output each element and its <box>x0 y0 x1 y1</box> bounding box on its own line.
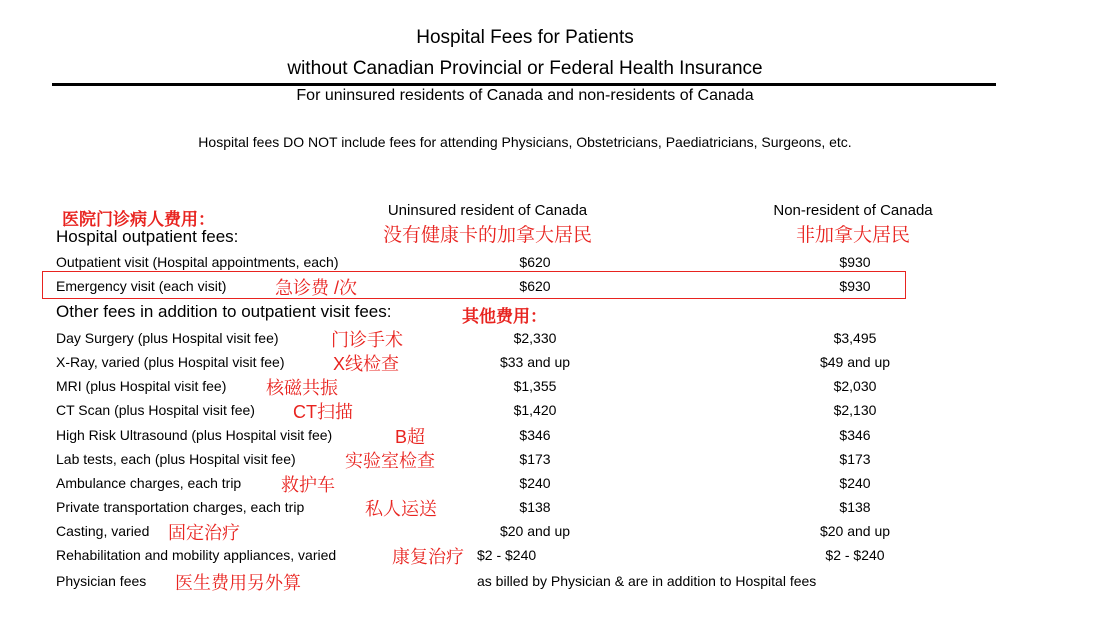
document-title: Hospital Fees for Patients <box>416 27 634 48</box>
fees-disclaimer: Hospital fees DO NOT include fees for attending Physicians, Obstetricians, Paediatricians, Surgeons, etc. <box>198 134 852 150</box>
fee-row-label: Ambulance charges, each trip <box>56 475 242 491</box>
fee-row-uninsured-value: $138 <box>519 499 551 515</box>
other-fees-heading: Other fees in addition to outpatient visit fees: <box>56 302 392 321</box>
fee-row-uninsured-value: $173 <box>519 451 551 467</box>
physician-fees-label: Physician fees <box>56 573 147 589</box>
fee-row-label: X-Ray, varied (plus Hospital visit fee) <box>56 354 285 370</box>
title-divider <box>52 83 996 86</box>
fee-row-label: Day Surgery (plus Hospital visit fee) <box>56 330 279 346</box>
column-header-uninsured: Uninsured resident of Canada <box>387 202 588 219</box>
fee-row-uninsured-value: $240 <box>519 475 551 491</box>
fee-row-label: CT Scan (plus Hospital visit fee) <box>56 402 255 418</box>
column-header-non-resident: Non-resident of Canada <box>773 202 933 219</box>
fee-row-non-resident-value: $930 <box>839 254 871 270</box>
fee-row-label: Emergency visit (each visit) <box>56 278 227 294</box>
fee-row-annotation: 私人运送 <box>365 499 437 519</box>
outpatient-heading: Hospital outpatient fees: <box>56 227 239 246</box>
fee-row-non-resident-value: $49 and up <box>819 354 891 370</box>
fee-row-non-resident-value: $930 <box>839 278 871 294</box>
fee-row-annotation: 实验室检查 <box>345 451 435 471</box>
physician-fees-annotation: 医生费用另外算 <box>175 573 301 593</box>
fee-row-uninsured-value: $620 <box>519 278 551 294</box>
fee-row-label: MRI (plus Hospital visit fee) <box>56 378 227 394</box>
fee-row-uninsured-value: $346 <box>519 427 551 443</box>
fee-row-uninsured-value: $20 and up <box>499 523 571 539</box>
fee-row-uninsured-value: $2,330 <box>513 330 557 346</box>
fee-row-annotation: 康复治疗 <box>392 547 464 567</box>
column-header-uninsured-annotation: 没有健康卡的加拿大居民 <box>382 225 592 246</box>
fee-row-uninsured-value: $33 and up <box>499 354 571 370</box>
other-fees-annotation: 其他费用： <box>462 307 547 326</box>
fee-row-label: Casting, varied <box>56 523 150 539</box>
fee-row-non-resident-value: $138 <box>839 499 871 515</box>
fee-row-label: Rehabilitation and mobility appliances, varied <box>56 547 337 563</box>
fee-row-uninsured-value: $2 - $240 <box>477 547 537 563</box>
fee-row-annotation: 救护车 <box>281 475 335 495</box>
document-subtitle: For uninsured residents of Canada and non-residents of Canada <box>296 87 754 104</box>
fee-row-annotation: 急诊费 /次 <box>275 278 358 298</box>
outpatient-annotation: 医院门诊病人费用： <box>62 210 215 229</box>
fee-row-non-resident-value: $346 <box>839 427 871 443</box>
fee-row-uninsured-value: $1,420 <box>513 402 557 418</box>
fee-row-annotation: CT扫描 <box>293 402 353 422</box>
fee-row-label: Private transportation charges, each trip <box>56 499 305 515</box>
fee-row-annotation: 门诊手术 <box>331 330 403 350</box>
fee-row-label: Outpatient visit (Hospital appointments, each) <box>56 254 339 270</box>
fee-row-non-resident-value: $240 <box>839 475 871 491</box>
physician-fees-value: as billed by Physician & are in addition to Hospital fees <box>477 573 817 589</box>
fee-row-label: Lab tests, each (plus Hospital visit fee) <box>56 451 296 467</box>
fee-row-annotation: X线检查 <box>333 354 400 374</box>
fee-row-annotation: B超 <box>395 427 426 447</box>
column-header-non-resident-annotation: 非加拿大居民 <box>795 225 910 246</box>
fee-row-non-resident-value: $2,130 <box>833 402 877 418</box>
fee-row-non-resident-value: $20 and up <box>819 523 891 539</box>
fee-row-annotation: 固定治疗 <box>168 523 240 543</box>
document-title-line2: without Canadian Provincial or Federal Health Insurance <box>287 58 763 79</box>
fee-row-non-resident-value: $2,030 <box>833 378 877 394</box>
fee-row-annotation: 核磁共振 <box>266 378 338 398</box>
fee-row-non-resident-value: $3,495 <box>833 330 877 346</box>
fee-row-uninsured-value: $1,355 <box>513 378 557 394</box>
fee-row-non-resident-value: $2 - $240 <box>825 547 885 563</box>
fee-row-label: High Risk Ultrasound (plus Hospital visit fee) <box>56 427 333 443</box>
fee-row-non-resident-value: $173 <box>839 451 871 467</box>
fee-row-uninsured-value: $620 <box>519 254 551 270</box>
